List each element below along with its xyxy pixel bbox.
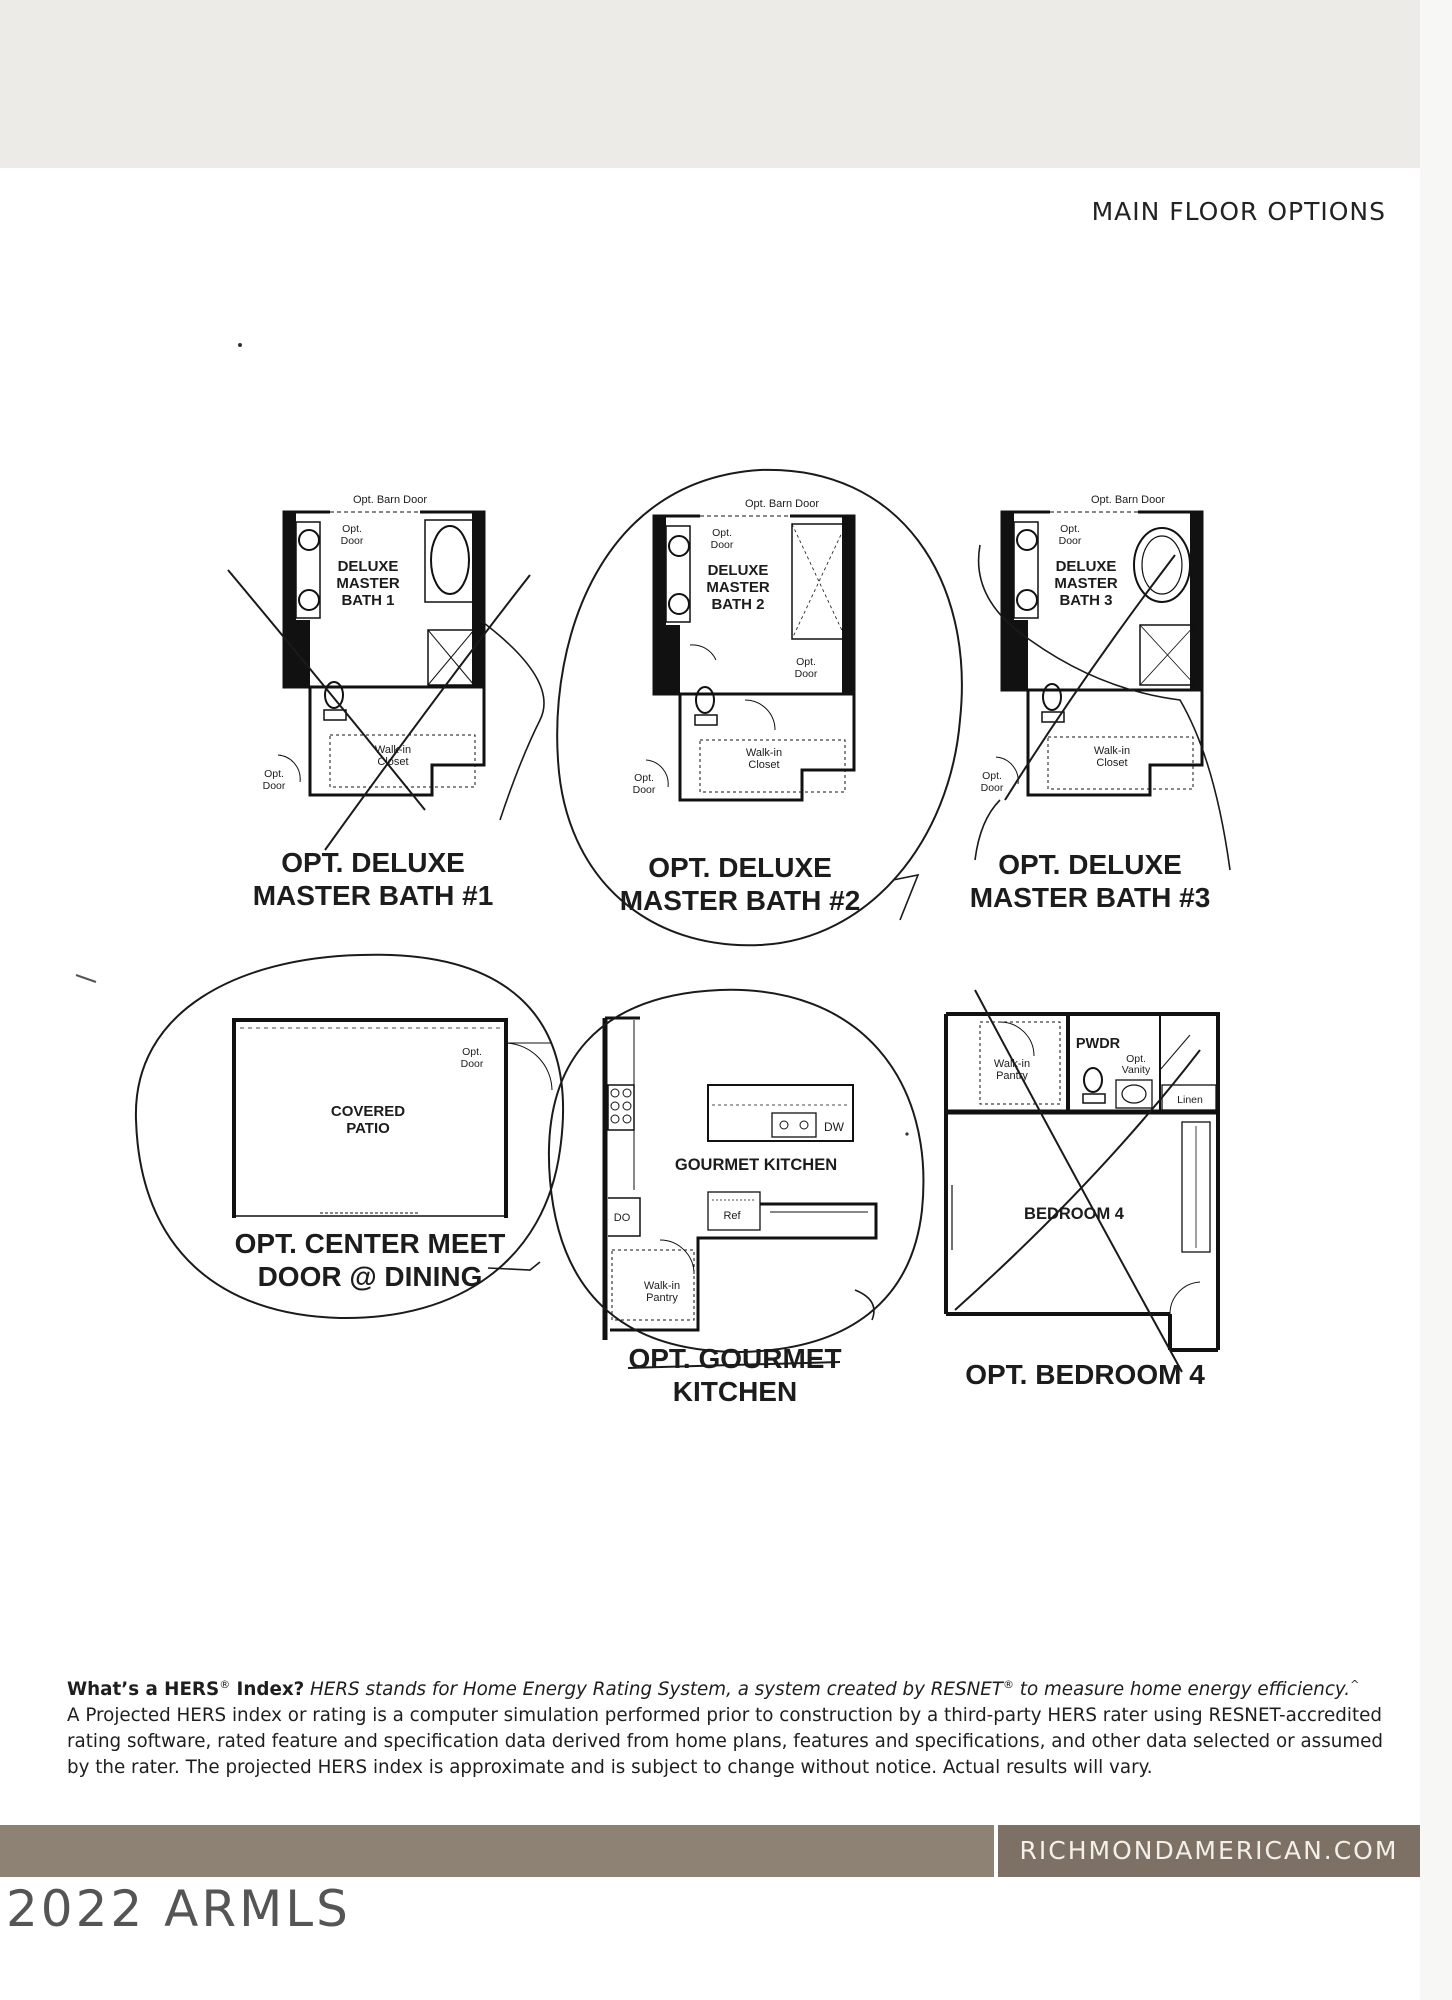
- caption-patio: [210, 1227, 530, 1293]
- caption-bedroom: [940, 1358, 1230, 1391]
- plan-deluxe-master-bath-3: [975, 494, 1230, 870]
- bedroom-pwdr-label: PWDR: [1075, 1036, 1121, 1052]
- bath1-opt-door-top-l1: Opt.: [342, 523, 362, 535]
- hers-q-italic-1: HERS stands for Home Energy Rating System, a system created by RESNET: [304, 1679, 1003, 1701]
- bedroom-room-label: BEDROOM 4: [1024, 1205, 1124, 1223]
- footer-bar: [0, 1825, 994, 1877]
- bath2-opt-door-mid-l2: Door: [794, 668, 818, 680]
- bath1-opt-door-side-l1: Opt.: [264, 768, 284, 780]
- bath2-closet-l1: Walk-in: [745, 747, 783, 759]
- bath3-opt-door-side-l2: Door: [980, 782, 1004, 794]
- hers-q-bold-1: What’s a HERS: [67, 1679, 220, 1701]
- caption-bath-1-line2: MASTER BATH #1: [252, 880, 494, 911]
- bath1-room-l3: BATH 1: [341, 592, 395, 609]
- bedroom-pantry-l2: Pantry: [996, 1070, 1028, 1082]
- bath3-opt-door-top-l2: Door: [1058, 535, 1082, 547]
- bath1-closet-l1: Walk-in: [374, 744, 412, 756]
- caption-kitchen-line2: KITCHEN: [672, 1376, 798, 1407]
- plan-bedroom-4: [946, 990, 1218, 1372]
- hers-question: [67, 1672, 1387, 1703]
- kitchen-dw-label: DW: [824, 1120, 844, 1134]
- plan-deluxe-master-bath-1: [228, 494, 544, 850]
- caption-bath-3: [950, 848, 1230, 914]
- caption-bath-3-line1: OPT. DELUXE: [998, 849, 1182, 880]
- bath2-room-l2: MASTER: [706, 579, 770, 596]
- caption-bath-2-line2: MASTER BATH #2: [619, 885, 861, 916]
- caption-kitchen: [590, 1342, 880, 1408]
- bath3-room-l2: MASTER: [1054, 575, 1118, 592]
- bath1-room-l2: MASTER: [336, 575, 400, 592]
- bath3-room-l1: DELUXE: [1055, 558, 1117, 575]
- bath2-opt-door-side-l1: Opt.: [634, 772, 654, 784]
- hers-q-bold-2: Index?: [230, 1679, 305, 1701]
- bath1-opt-door-top-l2: Door: [340, 535, 364, 547]
- page-heading: MAIN FLOOR OPTIONS: [1091, 197, 1386, 226]
- kitchen-room-label: GOURMET KITCHEN: [674, 1156, 838, 1174]
- bath3-room-l3: BATH 3: [1059, 592, 1113, 609]
- caption-bath-3-line2: MASTER BATH #3: [969, 882, 1211, 913]
- bath2-opt-door-top-l1: Opt.: [712, 527, 732, 539]
- bath2-opt-door-mid-l1: Opt.: [796, 656, 816, 668]
- bath2-opt-door-top-l2: Door: [710, 539, 734, 551]
- bath3-opt-door-side-l1: Opt.: [982, 770, 1002, 782]
- bedroom-vanity-l1: Opt.: [1126, 1053, 1146, 1065]
- hers-caret: ^: [1350, 1678, 1360, 1691]
- patio-opt-door-l1: Opt.: [462, 1046, 482, 1058]
- hers-reg-2: ®: [1002, 1678, 1014, 1691]
- bath2-barn-door-label: Opt. Barn Door: [745, 498, 819, 510]
- plan-gourmet-kitchen: [549, 990, 924, 1368]
- bath2-room-l3: BATH 2: [711, 596, 765, 613]
- hers-disclaimer: [67, 1672, 1387, 1781]
- caption-patio-line1: OPT. CENTER MEET: [234, 1228, 506, 1259]
- caption-bath-1: [228, 846, 518, 912]
- bedroom-vanity-l2: Vanity: [1121, 1064, 1151, 1076]
- caption-bedroom-line1: OPT. BEDROOM 4: [965, 1359, 1205, 1390]
- kitchen-ref-label: Ref: [723, 1210, 741, 1222]
- bath2-closet-l2: Closet: [748, 759, 780, 771]
- bath2-room-l1: DELUXE: [707, 562, 769, 579]
- patio-room-l1: COVERED: [330, 1103, 406, 1120]
- bath3-closet-l1: Walk-in: [1093, 745, 1131, 757]
- bedroom-pantry-l1: Walk-in: [993, 1058, 1031, 1070]
- bath3-opt-door-top-l1: Opt.: [1060, 523, 1080, 535]
- hers-q-italic-2: to measure home energy efficiency.: [1013, 1679, 1351, 1701]
- caption-kitchen-line1: OPT. GOURMET: [628, 1343, 842, 1374]
- bath1-closet-l2: Closet: [377, 756, 409, 768]
- bath3-barn-door-label: Opt. Barn Door: [1091, 494, 1165, 506]
- bath2-opt-door-side-l2: Door: [632, 784, 656, 796]
- bedroom-linen-label: Linen: [1177, 1094, 1203, 1106]
- footer-url[interactable]: RICHMONDAMERICAN.COM: [1019, 1836, 1399, 1865]
- caption-bath-2: [600, 851, 880, 917]
- bath1-barn-door-label: Opt. Barn Door: [353, 494, 427, 506]
- kitchen-do-label: DO: [613, 1212, 631, 1224]
- kitchen-pantry-l1: Walk-in: [643, 1280, 681, 1292]
- kitchen-pantry-l2: Pantry: [646, 1292, 678, 1304]
- bath1-room-l1: DELUXE: [337, 558, 399, 575]
- bath1-opt-door-side-l2: Door: [262, 780, 286, 792]
- caption-bath-2-line1: OPT. DELUXE: [648, 852, 832, 883]
- hers-reg-1: ®: [219, 1678, 231, 1691]
- bath3-closet-l2: Closet: [1096, 757, 1128, 769]
- caption-patio-line2: DOOR @ DINING: [257, 1261, 483, 1292]
- patio-opt-door-l2: Door: [460, 1058, 484, 1070]
- watermark: 2022 ARMLS: [6, 1880, 351, 1938]
- patio-room-l2: PATIO: [346, 1120, 390, 1137]
- caption-bath-1-line1: OPT. DELUXE: [281, 847, 465, 878]
- hers-body: A Projected HERS index or rating is a computer simulation performed prior to construction by a third-party HERS rater using RESNET-accredited rating software, rated feature and specification data derived from home plans, features and specifications, and other data selected or assumed by the rater. The projected HERS index is approximate and is subject to change without notice. Actual results will vary.: [67, 1705, 1383, 1779]
